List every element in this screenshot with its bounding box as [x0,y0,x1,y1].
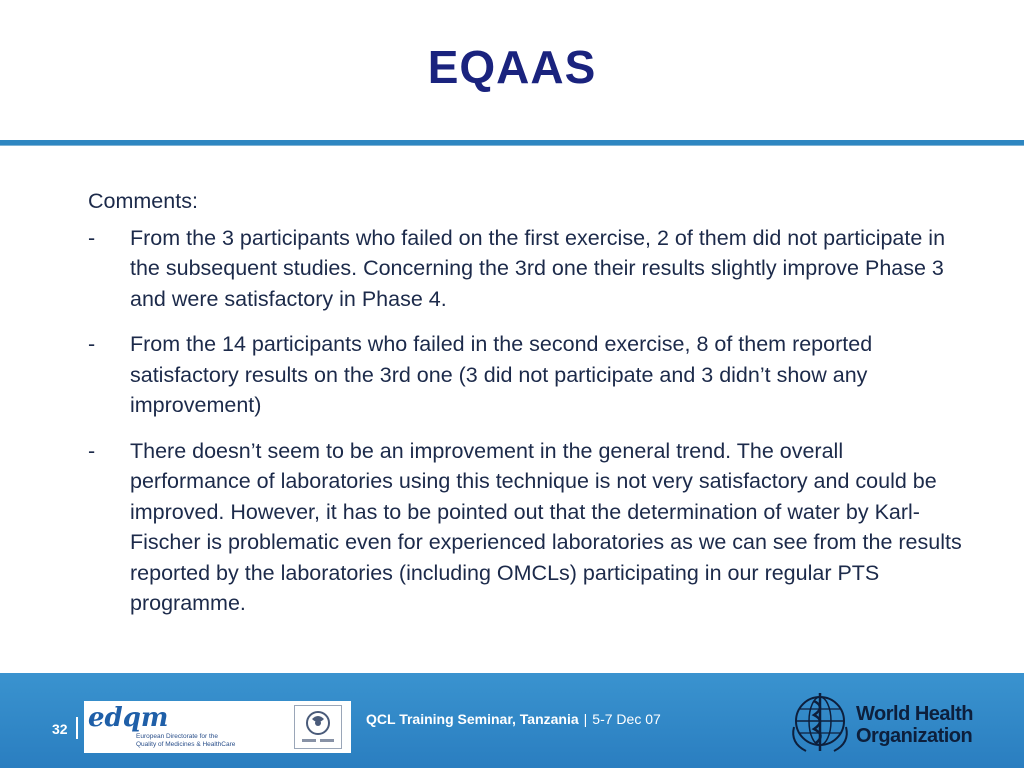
page-number: 32 [52,721,68,737]
seminar-separator: | [583,711,588,727]
seminar-date: 5-7 Dec 07 [592,711,661,727]
bullet-marker: - [88,225,96,250]
edqm-subtitle [136,733,235,749]
bullet-text: From the 3 participants who failed on the first exercise, 2 of them did not participate in the subsequent studies. Concerning the 3rd one their results slightly improve Phase 3 and were satisfactory in Phase 4. [130,225,946,311]
slide-title: EQAAS [427,41,597,93]
bullet-text: There doesn’t seem to be an improvement in the general trend. The overall performance of laboratories using this technique is not very satisfactory and could be improved. However, it has to be pointed out that the determination of water by Karl-Fischer is problematic even for experienced laboratories as we can see from the results reported by the laboratories (including OMCLs) participating in our regular PTS programme. [130,438,962,615]
edqm-subtitle-line2: Quality of Medicines & HealthCare [136,741,236,748]
page-number-divider [76,717,78,739]
bullet-item [88,223,968,315]
seminar-name: QCL Training Seminar, Tanzania [366,711,579,727]
who-logo [788,687,988,757]
who-emblem-icon [788,687,852,757]
edqm-logo: edqm [88,703,169,733]
slide-footer [0,673,1024,768]
who-wordmark-line2: Organization [856,725,973,747]
edqm-logo-panel [84,701,351,753]
council-of-europe-emblem-icon [294,705,342,749]
slide-content [88,186,968,634]
bullet-marker: - [88,438,96,463]
comments-label: Comments: [88,189,198,213]
bullet-item [88,329,968,421]
bullet-item [88,436,968,619]
who-wordmark [856,703,973,747]
seminar-info [366,711,661,727]
who-wordmark-line1: World Health [856,703,973,725]
bullet-text: From the 14 participants who failed in the second exercise, 8 of them reported satisfactory results on the 3rd one (3 did not participate and 3 didn’t show any improvement) [130,332,873,417]
edqm-subtitle-line1: European Directorate for the [136,733,219,740]
bullet-marker: - [88,332,96,356]
title-divider [0,140,1024,146]
